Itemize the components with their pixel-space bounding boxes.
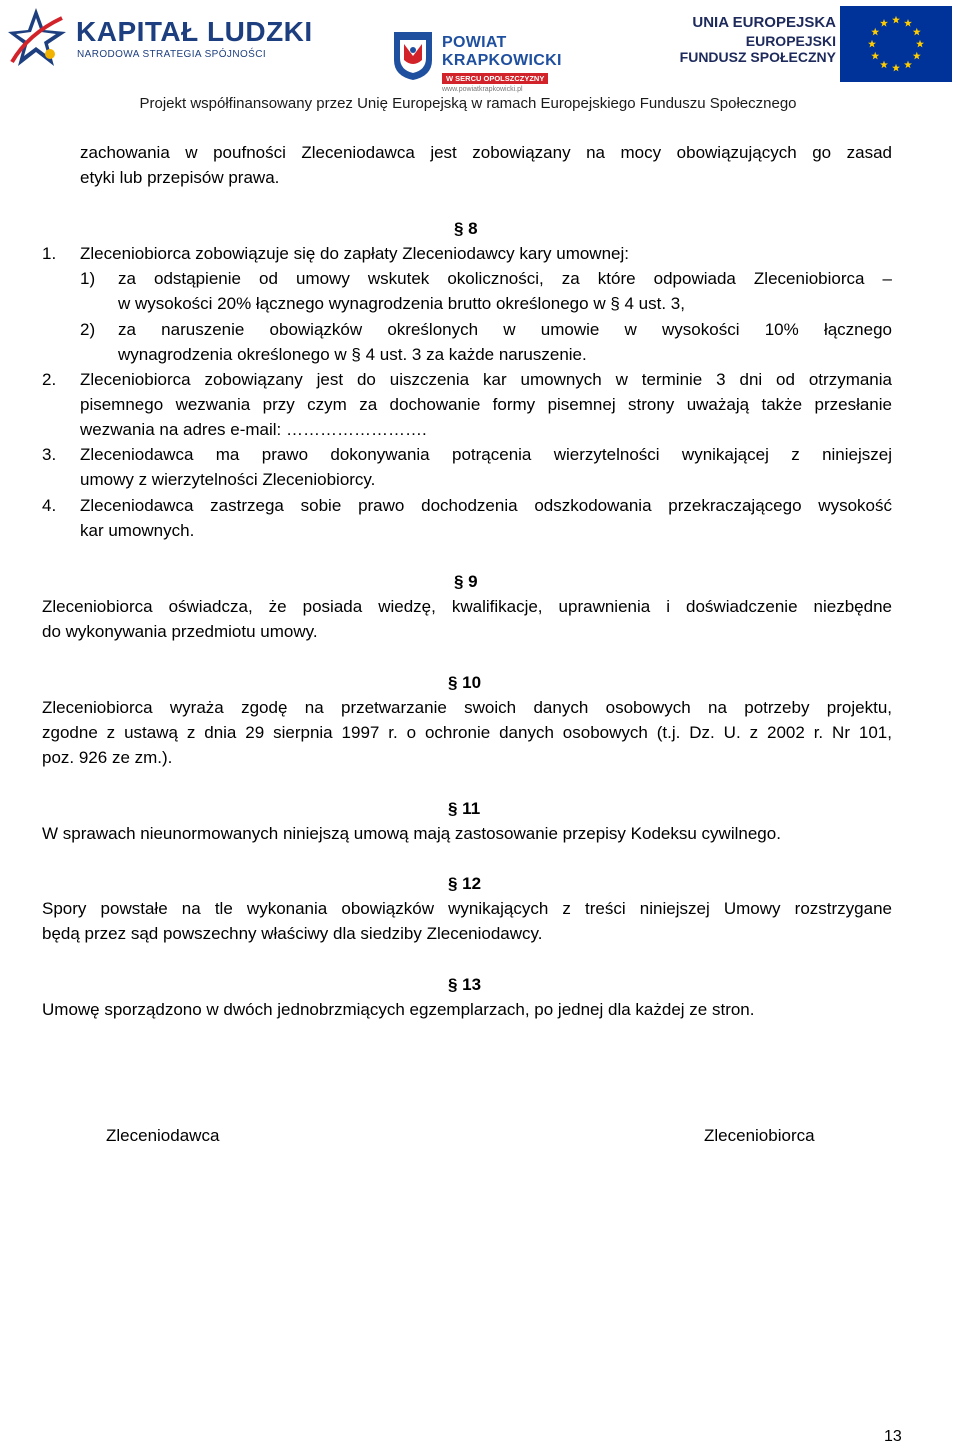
s9-line-2: do wykonywania przedmiotu umowy.: [42, 622, 318, 641]
section-11-heading: § 11: [448, 799, 481, 818]
section-10-heading: § 10: [448, 673, 482, 692]
s8-point-1-number: 1.: [42, 244, 57, 263]
s11-line-1: W sprawach nieunormowanych niniejszą umową mają zastosowanie przepisy Kodeksu cywilnego.: [42, 824, 781, 843]
powiat-url: www.powiatkrapkowicki.pl: [442, 86, 523, 93]
s13-line-1: Umowę sporządzono w dwóch jednobrzmiących egzemplarzach, po jednej dla każdej ze stron.: [42, 1000, 755, 1019]
powiat-tagline: W SERCU OPOLSZCZYZNY: [442, 73, 548, 84]
s8-point-3-line-1: Zleceniodawca ma prawo dokonywania potrącenia wierzytelności wynikającej z niniejszej: [80, 445, 892, 464]
s8-point-1-text: Zleceniobiorca zobowiązuje się do zapłaty Zleceniodawcy kary umownej:: [80, 244, 629, 263]
section-13-heading: § 13: [448, 975, 482, 994]
eu-fund-line1: EUROPEJSKI: [745, 33, 836, 49]
page-header: [0, 0, 960, 120]
eu-logo: [679, 6, 956, 82]
s8-point-2-line-1: Zleceniobiorca zobowiązany jest do uiszczenia kar umownych w terminie 3 dni od otrzymania: [80, 370, 892, 389]
kapital-ludzki-title: KAPITAŁ LUDZKI: [76, 16, 313, 47]
s8-point-2-number: 2.: [42, 370, 57, 389]
s9-line-1: Zleceniobiorca oświadcza, że posiada wiedzę, kwalifikacje, uprawnienia i doświadczenie niezbędne: [42, 597, 892, 616]
section-8-heading: § 8: [454, 219, 478, 238]
s12-line-2: będą przez sąd powszechny właściwy dla siedziby Zleceniodawcy.: [42, 924, 543, 943]
kapital-ludzki-logo: [6, 4, 313, 72]
eu-fund-line2: FUNDUSZ SPOŁECZNY: [679, 49, 836, 65]
signature-zleceniobiorca: Zleceniobiorca: [704, 1126, 815, 1145]
intro-line-2: etyki lub przepisów prawa.: [80, 168, 280, 187]
section-12-heading: § 12: [448, 874, 482, 893]
s8-item-2-line-2: wynagrodzenia określonego w § 4 ust. 3 za każde naruszenie.: [118, 345, 587, 364]
s8-point-2-line-3: wezwania na adres e-mail: …………………….: [80, 420, 427, 439]
powiat-title-line2: KRAPKOWICKI: [442, 52, 562, 69]
s8-point-4-line-1: Zleceniodawca zastrzega sobie prawo dochodzenia odszkodowania przekraczającego wysokość: [80, 496, 892, 515]
kapital-ludzki-star-icon: [6, 4, 68, 70]
section-9-heading: § 9: [454, 572, 478, 591]
s8-point-4-number: 4.: [42, 496, 57, 515]
signature-zleceniodawca: Zleceniodawca: [106, 1126, 220, 1145]
s10-line-2: zgodne z ustawą z dnia 29 sierpnia 1997 r. o ochronie danych osobowych (t.j. Dz. U. z 2002 r. Nr 101,: [42, 723, 892, 742]
kapital-ludzki-subtitle: NARODOWA STRATEGIA SPÓJNOŚCI: [77, 49, 267, 60]
s8-point-4-line-2: kar umownych.: [80, 521, 195, 540]
s8-point-2-line-2: pisemnego wezwania przy czym za dochowanie formy pisemnej strony uważają także przesłanie: [80, 395, 892, 414]
s8-item-1-number: 1): [80, 269, 96, 288]
intro-line-1: zachowania w poufności Zleceniodawca jest zobowiązany na mocy obowiązujących go zasad: [80, 143, 892, 162]
s8-item-2-number: 2): [80, 320, 96, 339]
eu-text-block: [680, 14, 836, 65]
s8-item-1-line-2: w wysokości 20% łącznego wynagrodzenia brutto określonego w § 4 ust. 3,: [118, 294, 685, 313]
powiat-crest-icon: [392, 30, 434, 82]
powiat-krapkowicki-logo: [392, 26, 562, 93]
s8-item-2-line-1: za naruszenie obowiązków określonych w umowie w wysokości 10% łącznego: [118, 320, 892, 339]
s10-line-3: poz. 926 ze zm.).: [42, 748, 173, 767]
s10-line-1: Zleceniobiorca wyraża zgodę na przetwarzanie swoich danych osobowych na potrzeby projektu,: [42, 698, 892, 717]
s8-point-3-line-2: umowy z wierzytelności Zleceniobiorcy.: [80, 470, 376, 489]
s12-line-1: Spory powstałe na tle wykonania obowiązków wynikających z treści niniejszej Umowy rozstrzygane: [42, 899, 892, 918]
s8-item-1-line-1: za odstąpienie od umowy wskutek okoliczności, za które odpowiada Zleceniobiorca –: [118, 269, 892, 288]
s8-point-3-number: 3.: [42, 445, 57, 464]
page-number: 13: [884, 1428, 902, 1445]
eu-flag-icon: [840, 6, 952, 82]
project-cofinancing-note: Projekt współfinansowany przez Unię Europejską w ramach Europejskiego Funduszu Społecznego: [139, 95, 797, 112]
eu-title: UNIA EUROPEJSKA: [692, 14, 836, 31]
powiat-title-line1: POWIAT: [442, 34, 507, 51]
